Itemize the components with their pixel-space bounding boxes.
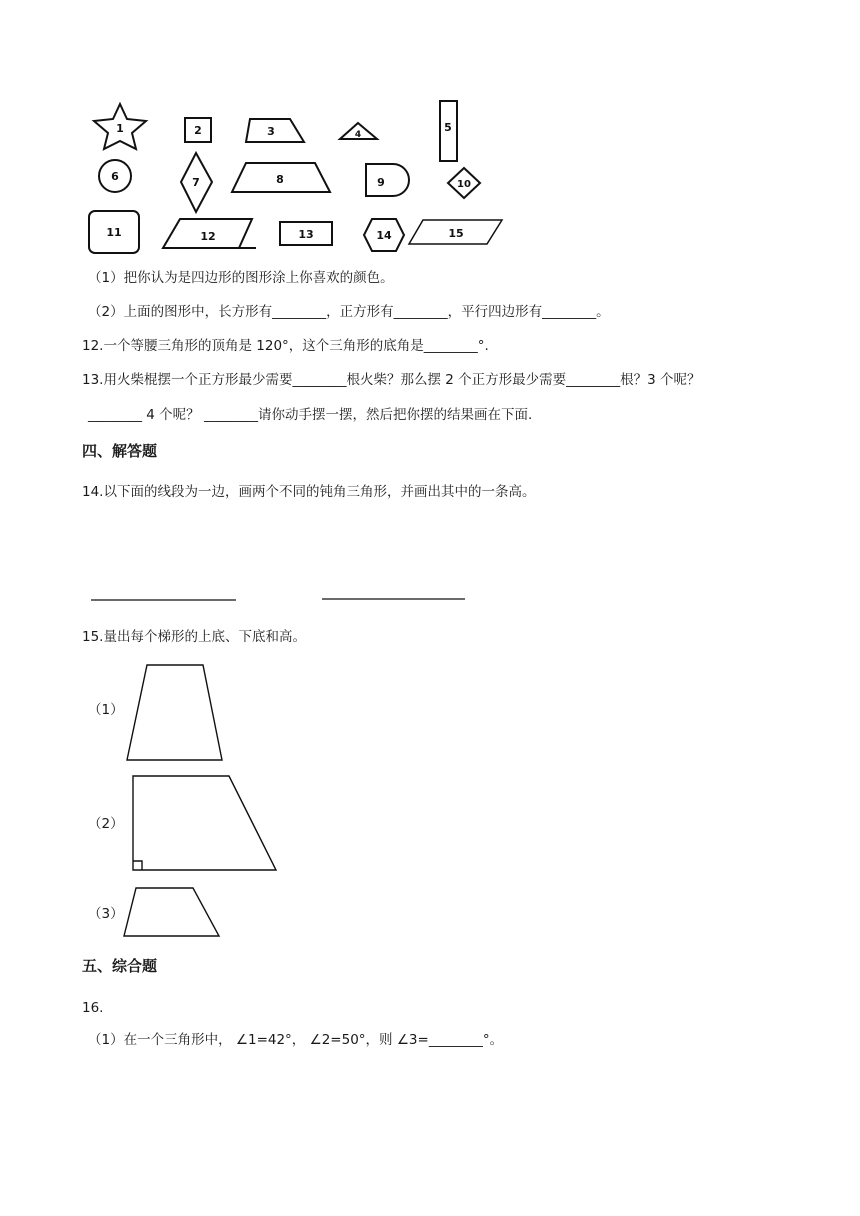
q11-part2: （2）上面的图形中，长方形有________，正方形有________，平行四边形有________。 bbox=[88, 304, 610, 320]
trapezoid-2 bbox=[133, 776, 276, 870]
trapezoid-label: （1） bbox=[88, 702, 124, 718]
trapezoids-figure bbox=[0, 660, 860, 960]
section-heading-answer: 四、解答题 bbox=[82, 442, 158, 460]
q13-line2: ________ 4 个呢？ ________请你动手摆一摆，然后把你摆的结果画在下面. bbox=[88, 407, 533, 423]
shape-label: 15 bbox=[448, 227, 464, 240]
q13-line1: 13.用火柴棍摆一个正方形最少需要________根火柴？那么摆 2 个正方形最少需要________根？3 个呢？ bbox=[82, 372, 701, 388]
shape-label: 12 bbox=[200, 230, 216, 243]
right-angle-mark bbox=[133, 861, 142, 870]
q15-text: 15.量出每个梯形的上底、下底和高。 bbox=[82, 629, 306, 645]
shape-label: 7 bbox=[192, 176, 200, 189]
shape-label: 14 bbox=[376, 229, 392, 242]
shape-parallelogram-3 bbox=[246, 119, 304, 142]
shape-label: 1 bbox=[116, 122, 124, 135]
q14-text: 14.以下面的线段为一边，画两个不同的钝角三角形，并画出其中的一条高。 bbox=[82, 484, 536, 500]
shape-label: 2 bbox=[194, 124, 202, 137]
shape-label: 9 bbox=[377, 176, 385, 189]
trapezoid-3 bbox=[124, 888, 219, 936]
q14-segments bbox=[0, 590, 860, 610]
q11-part1: （1）把你认为是四边形的图形涂上你喜欢的颜色。 bbox=[88, 270, 394, 286]
shape-label: 11 bbox=[106, 226, 122, 239]
shapes-figure bbox=[0, 0, 860, 270]
trapezoid-label: （3） bbox=[88, 906, 124, 922]
shape-label: 3 bbox=[267, 125, 275, 138]
shape-label: 4 bbox=[354, 130, 362, 140]
shape-label: 5 bbox=[444, 121, 452, 134]
trapezoid-label: （2） bbox=[88, 816, 124, 832]
shape-d bbox=[366, 164, 409, 196]
q16-number: 16. bbox=[82, 1000, 104, 1016]
shape-label: 10 bbox=[457, 179, 471, 190]
shape-label: 6 bbox=[111, 170, 119, 183]
q12-text: 12.一个等腰三角形的顶角是 120°，这个三角形的底角是________°. bbox=[82, 338, 489, 354]
trapezoid-1 bbox=[127, 665, 222, 760]
shape-label: 13 bbox=[298, 228, 314, 241]
section-heading-comprehensive: 五、综合题 bbox=[82, 957, 158, 975]
q16-part1: （1）在一个三角形中， ∠1=42°， ∠2=50°，则 ∠3=________°。 bbox=[88, 1032, 504, 1048]
shape-label: 8 bbox=[276, 173, 284, 186]
